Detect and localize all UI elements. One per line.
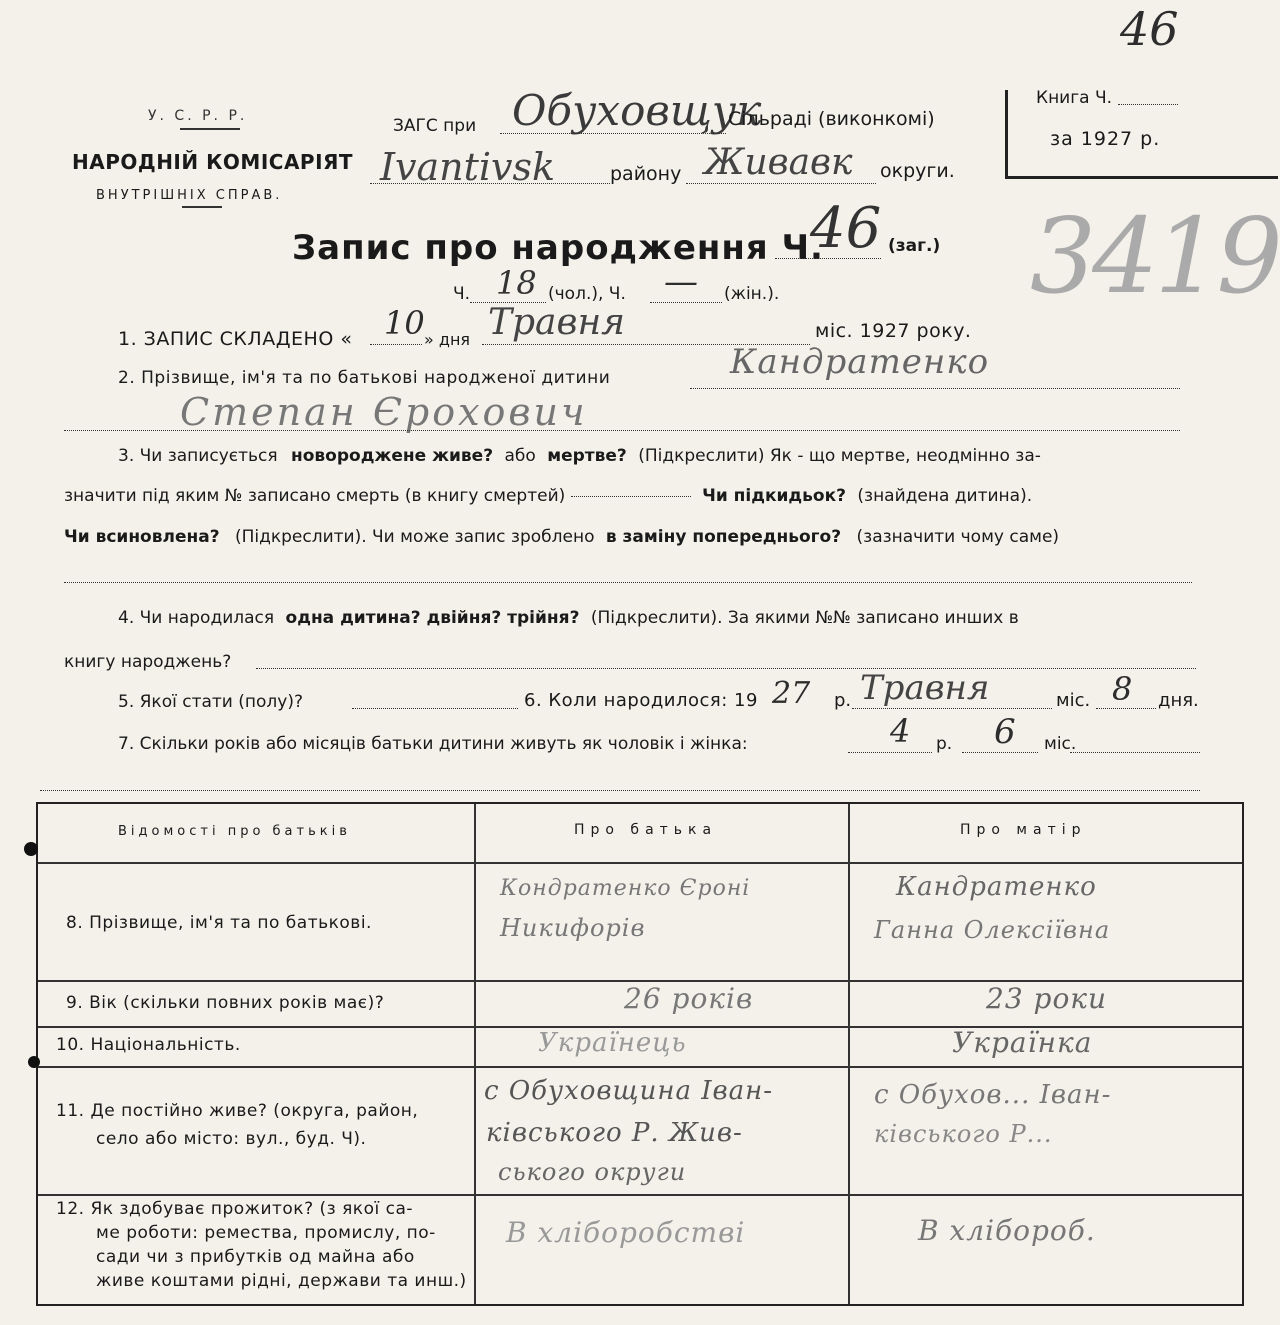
row11-mother-line2: ківського Р... xyxy=(874,1120,1053,1148)
row12-father: В хліборобстві xyxy=(506,1216,746,1249)
field3-l1-e: (Підкреслити) Як - що мертве, неодмінно за- xyxy=(638,446,1041,466)
table-header-divider xyxy=(38,862,1242,864)
row8-mother-line2: Ганна Олексіївна xyxy=(874,916,1111,944)
header-divider-top xyxy=(180,128,240,130)
district-label: району xyxy=(610,163,682,185)
field6-month-line xyxy=(852,708,1052,709)
row12-label-line3: сади чи з прибутків од майна або xyxy=(96,1247,415,1267)
book-label: Книга Ч. xyxy=(1036,88,1113,108)
field2-name: Степан Єрохович xyxy=(180,390,588,434)
header-divider-bottom xyxy=(182,206,222,208)
female-label: (жін.). xyxy=(724,284,780,304)
field2-surname: Кандратенко xyxy=(730,342,990,382)
male-label: (чол.), Ч. xyxy=(548,284,626,304)
field1-day: 10 xyxy=(384,304,425,342)
stamp-number: 3419 xyxy=(1030,195,1279,317)
field7-line3 xyxy=(40,790,1200,791)
row8-father-line1: Кондратенко Єроні xyxy=(500,876,751,901)
record-title: Запис про народження Ч. xyxy=(292,228,824,268)
male-prefix: Ч. xyxy=(453,284,471,304)
field1-month: Травня xyxy=(488,302,626,343)
field3-l1-c: або xyxy=(504,446,536,466)
field6-year-suffix: р. xyxy=(834,690,852,711)
parents-table xyxy=(36,802,1244,1306)
row10-label: 10. Національність. xyxy=(56,1035,241,1055)
field6-day-suffix: дня. xyxy=(1158,690,1199,711)
row9-label: 9. Вік (скільки повних років має)? xyxy=(66,993,385,1013)
field7-years-suffix: р. xyxy=(936,734,953,754)
table-row-divider-4 xyxy=(38,1194,1242,1196)
row8-label: 8. Прізвище, ім'я та по батькові. xyxy=(66,913,372,933)
field7-months-suffix: міс. xyxy=(1044,734,1077,754)
ussr-label: У. С. Р. Р. xyxy=(148,108,248,124)
field2-line1 xyxy=(690,388,1180,389)
field3-foundling: Чи підкидьок? xyxy=(702,486,846,506)
field2-label: 2. Прізвище, ім'я та по батькові народженої дитини xyxy=(118,368,611,388)
row8-father-line2: Никифорів xyxy=(500,914,646,942)
field3-alive: новороджене живе? xyxy=(291,446,494,466)
field4-line1 xyxy=(118,608,1019,628)
field4-line2 xyxy=(256,668,1196,669)
field4-l1-c: (Підкреслити). За якими №№ записано инших в xyxy=(590,608,1019,628)
field7-months: 6 xyxy=(994,712,1016,752)
zags-village-line xyxy=(500,133,726,134)
row11-label-line1: 11. Де постійно живе? (округа, район, xyxy=(56,1101,419,1121)
zags-suffix: Сільраді (виконкомі) xyxy=(728,108,935,130)
female-count: — xyxy=(664,262,698,302)
ministry-subtitle: ВНУТРІШНІХ СПРАВ. xyxy=(96,188,283,203)
field1-day-line xyxy=(370,344,422,345)
field4-line2-label: книгу народжень? xyxy=(64,652,232,672)
field3-l2-a: значити під яким № записано смерть (в книгу смертей) xyxy=(64,486,566,506)
table-header-mother: Про матір xyxy=(960,822,1087,838)
okrug-line xyxy=(686,183,876,184)
row11-mother-line1: с Обухов... Іван- xyxy=(874,1080,1112,1110)
okrug-label: округи. xyxy=(880,160,955,182)
field6-day-line xyxy=(1096,708,1156,709)
field7-line2 xyxy=(1070,752,1200,753)
field3-line3 xyxy=(64,527,1059,547)
corner-page-number: 46 xyxy=(1120,2,1179,56)
field2-line2 xyxy=(64,430,1180,431)
field3-line4 xyxy=(64,582,1192,583)
ministry-title: НАРОДНІЙ КОМІСАРІЯТ xyxy=(72,150,354,174)
field1-mid: » дня xyxy=(424,330,471,349)
row12-label-line4: живе коштами рідні, держави та инш.) xyxy=(96,1271,467,1291)
field7-months-line xyxy=(962,752,1038,753)
male-count: 18 xyxy=(496,264,537,302)
row9-mother: 23 роки xyxy=(986,982,1108,1015)
field3-replacement: в заміну попереднього? xyxy=(605,527,842,547)
field3-adopted: Чи всиновлена? xyxy=(64,527,220,547)
field3-l2-c: (знайдена дитина). xyxy=(857,486,1033,506)
field4-multiples: одна дитина? двійня? трійня? xyxy=(285,608,580,628)
book-number-line xyxy=(1118,104,1178,105)
female-count-line xyxy=(650,302,722,303)
okrug-value: Живавк xyxy=(704,142,853,183)
row12-label-line1: 12. Як здобуває прожиток? (з якої са- xyxy=(56,1199,413,1219)
field1-suffix: міс. 1927 року. xyxy=(815,320,972,342)
row10-father: Українець xyxy=(538,1028,687,1058)
field7-label: 7. Скільки років або місяців батьки дитини живуть як чоловік і жінка: xyxy=(118,734,748,754)
table-header-info: Відомості про батьків xyxy=(118,824,351,839)
binding-hole-top xyxy=(24,842,38,856)
field6-year: 27 xyxy=(772,676,811,711)
table-col-divider-2 xyxy=(848,804,850,1304)
field7-years-line xyxy=(848,752,932,753)
record-suffix: (заг.) xyxy=(888,236,941,256)
field3-line1 xyxy=(118,446,1041,466)
row11-father-line1: с Обуховщина Іван- xyxy=(484,1076,774,1106)
field3-l1-a: 3. Чи записується xyxy=(118,446,278,466)
field3-l3-b: (Підкреслити). Чи може запис зроблено xyxy=(234,527,595,547)
field6-day: 8 xyxy=(1112,670,1133,708)
table-col-divider-1 xyxy=(474,804,476,1304)
row9-father: 26 років xyxy=(624,982,754,1015)
field3-line2 xyxy=(64,486,1032,506)
zags-village: Обуховщук xyxy=(512,86,762,135)
field4-l1-a: 4. Чи народилася xyxy=(118,608,275,628)
row11-father-line3: ського округи xyxy=(498,1158,687,1186)
row8-mother-line1: Кандратенко xyxy=(896,872,1097,902)
binding-hole-bottom xyxy=(28,1056,40,1068)
record-number-line xyxy=(775,258,881,259)
row11-father-line2: ківського Р. Жив- xyxy=(486,1118,743,1148)
zags-prefix: ЗАГС при xyxy=(393,116,477,136)
row11-label-line2: село або місто: вул., буд. Ч). xyxy=(96,1129,367,1149)
field3-death-line xyxy=(571,496,691,497)
book-year: за 1927 р. xyxy=(1050,128,1161,150)
field6-month-suffix: міс. xyxy=(1056,690,1091,711)
field5-label: 5. Якої стати (полу)? xyxy=(118,692,303,712)
field5-line xyxy=(352,708,518,709)
district-line xyxy=(370,183,610,184)
field6-label: 6. Коли народилося: 19 xyxy=(524,690,758,711)
field7-years: 4 xyxy=(890,712,911,750)
row12-mother: В хлібороб. xyxy=(918,1214,1096,1247)
field3-dead: мертве? xyxy=(547,446,627,466)
row10-mother: Українка xyxy=(952,1026,1093,1059)
field1-prefix: 1. ЗАПИС СКЛАДЕНО « xyxy=(118,328,353,350)
record-number: 46 xyxy=(810,196,882,261)
field6-month: Травня xyxy=(860,668,990,708)
field3-l3-d: (зазначити чому саме) xyxy=(856,527,1060,547)
table-row-divider-3 xyxy=(38,1066,1242,1068)
district-value: Ivantivsk xyxy=(380,145,556,189)
table-header-father: Про батька xyxy=(574,822,718,838)
row12-label-line2: ме роботи: ремества, промислу, по- xyxy=(96,1223,436,1243)
book-box xyxy=(1005,90,1278,179)
